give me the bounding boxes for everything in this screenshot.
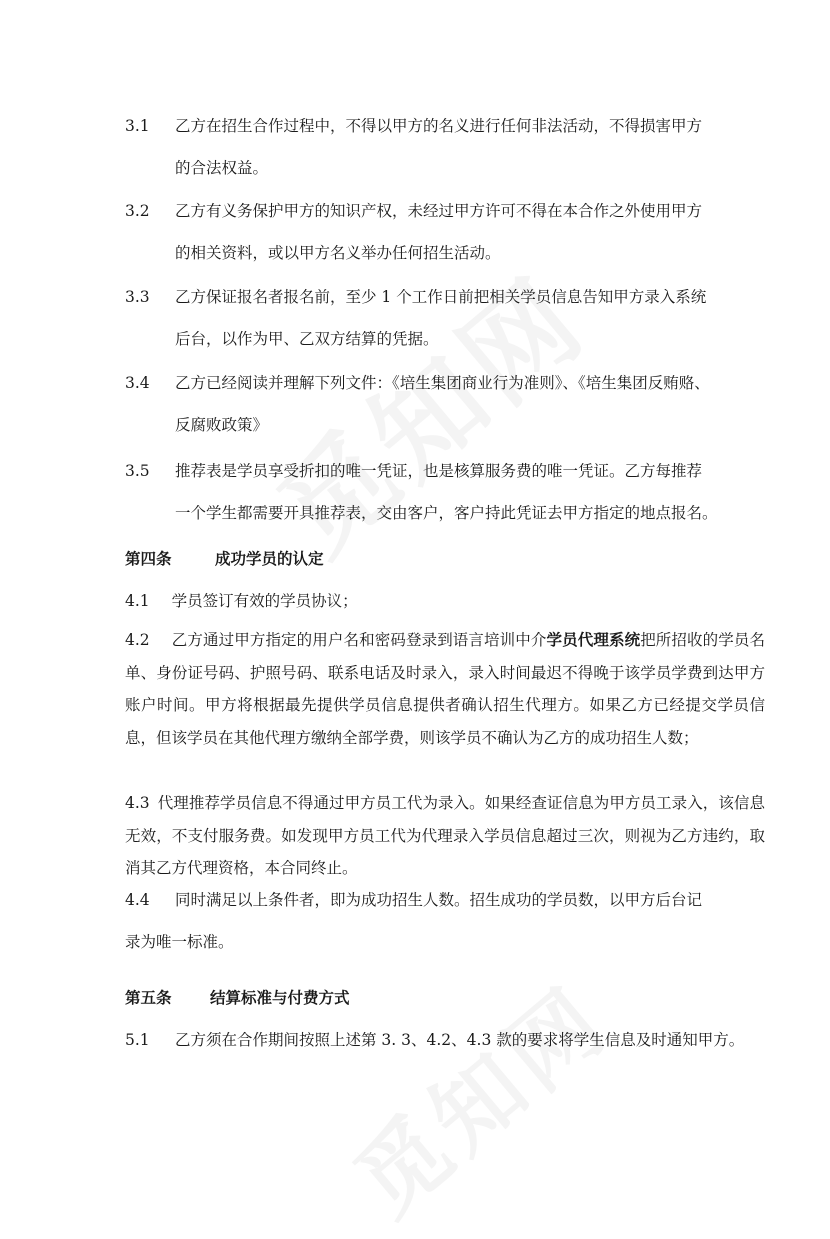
- clause-number: 5.1: [125, 1031, 150, 1049]
- clause-number: 4.1: [125, 592, 150, 610]
- watermark: [323, 951, 632, 1239]
- clause-4-3: [125, 787, 765, 885]
- clause-text-line: 的相关资料，或以甲方名义举办任何招生活动。: [175, 244, 501, 262]
- section-5-heading: [125, 983, 350, 1013]
- clause-number: 3.2: [125, 202, 150, 220]
- clause-text-line: 乙方已经阅读并理解下列文件：《培生集团商业行为准则》、《培生集团反贿赂、: [175, 374, 710, 392]
- clause-text-line: 推荐表是学员享受折扣的唯一凭证，也是核算服务费的唯一凭证。乙方每推荐: [175, 462, 703, 480]
- clause-text-line: 后台，以作为甲、乙双方结算的凭据。: [175, 330, 439, 348]
- clause-text-line: 录为唯一标准。: [125, 933, 234, 951]
- clause-4-1: [125, 585, 765, 618]
- system-name-bold: 学员代理系统: [546, 630, 641, 649]
- clause-text: 乙方通过甲方指定的用户名和密码登录到语言培训中介: [171, 631, 547, 649]
- clause-number: 3.1: [125, 117, 150, 135]
- clause-4-2: [125, 624, 765, 754]
- clause-text-line: 乙方在招生合作过程中，不得以甲方的名义进行任何非法活动，不得损害甲方: [175, 117, 703, 135]
- section-title: 成功学员的认定: [215, 549, 324, 568]
- clause-text-line: 乙方有义务保护甲方的知识产权，未经过甲方许可不得在本合作之外使用甲方: [175, 202, 703, 220]
- clause-text: 代理推荐学员信息不得通过甲方员工代为录入。如果经查证信息为甲方员工录入，该信息无效，不支付服务费。如发现甲方员工代为代理录入学员信息超过三次，则视为乙方违约，取消其乙方代理资格，本合同终止。: [125, 794, 765, 877]
- section-label: 第四条: [125, 549, 172, 568]
- clause-text-line: 乙方须在合作期间按照上述第 3. 3、4.2、4.3 款的要求将学生信息及时通知甲方。: [175, 1031, 745, 1049]
- clause-text-line: 乙方保证报名者报名前，至少 1 个工作日前把相关学员信息告知甲方录入系统: [175, 288, 707, 306]
- section-label: 第五条: [125, 988, 172, 1007]
- clause-number: 3.5: [125, 462, 150, 480]
- clause-number: 4.2: [125, 631, 150, 649]
- clause-text-line: 的合法权益。: [175, 159, 269, 177]
- clause-number: 3.4: [125, 374, 150, 392]
- section-title: 结算标准与付费方式: [210, 988, 350, 1007]
- clause-number: 4.4: [125, 891, 150, 909]
- clause-text-line: 同时满足以上条件者，即为成功招生人数。招生成功的学员数，以甲方后台记: [175, 891, 703, 909]
- clause-number: 4.3: [125, 794, 150, 812]
- section-4-heading: [125, 544, 324, 574]
- clause-text-line: 反腐败政策》: [175, 416, 269, 434]
- clause-text: 学员签订有效的学员协议；: [171, 592, 358, 610]
- clause-text: 把所招收的学员名单、身份证号码、护照号码、联系电话及时录入，录入时间最迟不得晚于该学员学费到达甲方账户时间。甲方将根据最先提供学员信息提供者确认招生代理方。如果乙方已经提交学员信息，但该学员在其他代理方缴纳全部学费，则该学员不确认为乙方的成功招生人数；: [125, 631, 765, 747]
- clause-text-line: 一个学生都需要开具推荐表，交由客户，客户持此凭证去甲方指定的地点报名。: [175, 504, 718, 522]
- clause-number: 3.3: [125, 288, 150, 306]
